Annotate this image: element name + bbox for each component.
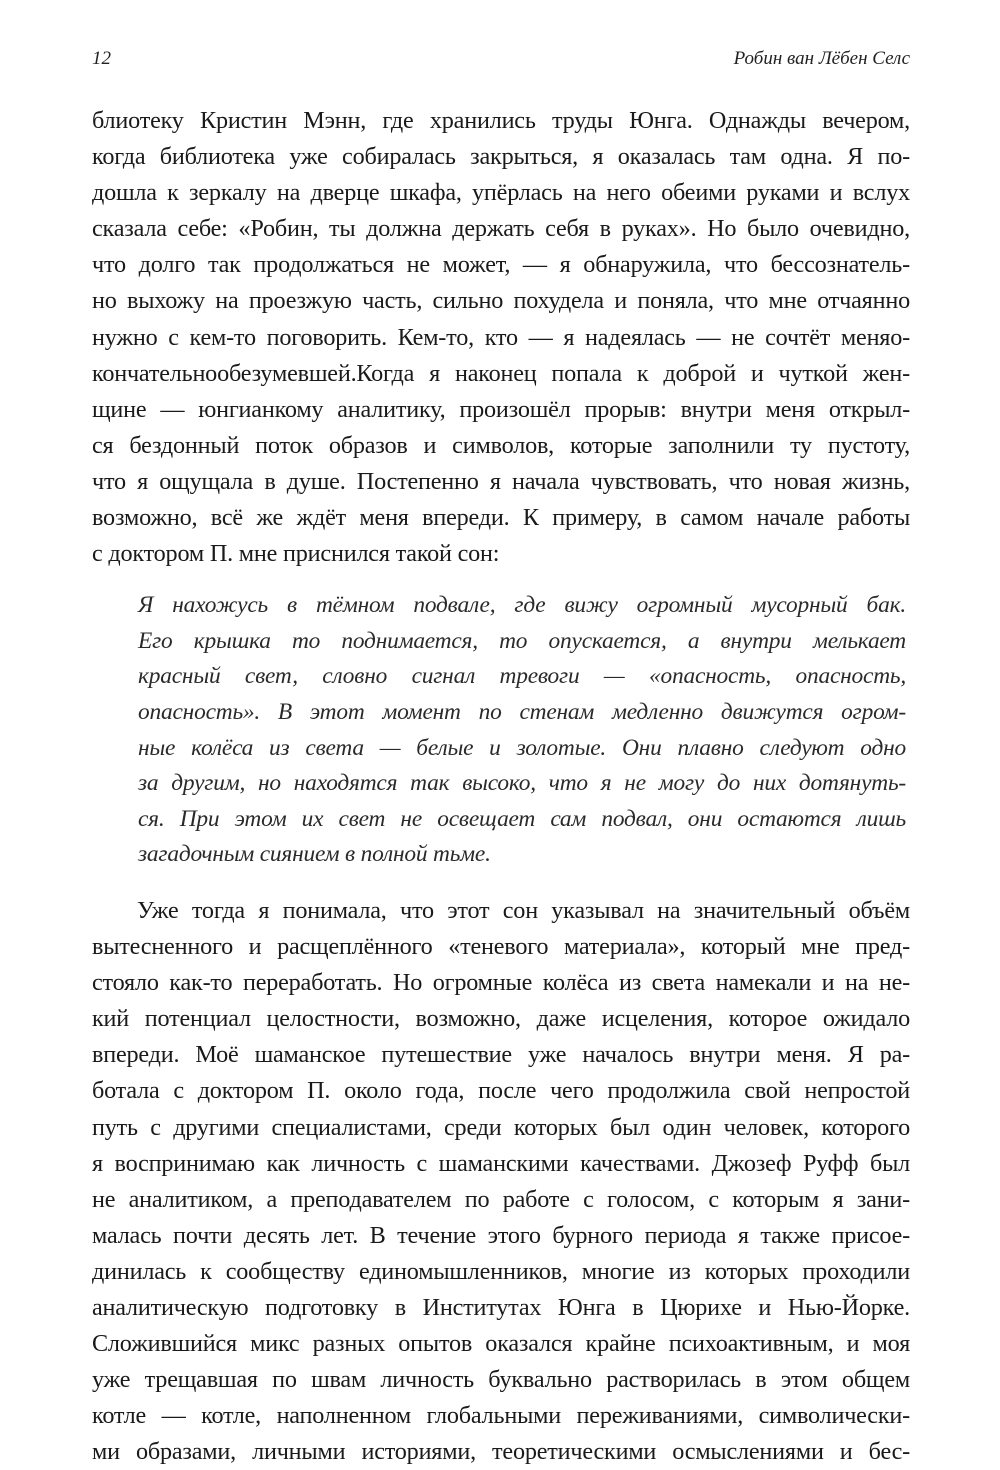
text-line: блиотеку Кристин Мэнн, где хранились труды Юнга. Однажды вечером, [92,107,910,134]
text-line: путь с другими специалистами, среди которых был один человек, которого [92,1113,910,1141]
quote-line: красный свет, словно сигнал тревоги — «опасность, опасность, [138,663,906,690]
text-line: кий потенциал целостности, возможно, даже исцеления, которое ожидало [92,1005,910,1033]
quote-line: ные колёса из света — белые и золотые. Они плавно следуют одно [138,734,906,761]
paragraph-1 [92,103,910,572]
text-line: дошла к зеркалу на дверце шкафа, упёрлась на него обеими руками и вслух [92,179,910,207]
running-head [92,48,910,78]
text-line: Сложившийся микс разных опытов оказался крайне психоактивным, и моя [92,1330,910,1358]
text-line: ми образами, личными историями, теоретическими осмыслениями и бес- [92,1438,910,1466]
text-line: динилась к сообществу единомышленников, многие из которых проходили [92,1257,910,1285]
text-line: кончательнообезумевшей.Когда я наконец попала к доброй и чуткой жен- [92,359,910,387]
text-line: щине — юнгианкому аналитику, произошёл прорыв: внутри меня открыл- [92,395,910,423]
body-text [92,103,910,1470]
text-line: аналитическую подготовку в Институтах Юнга в Цюрихе и Нью-Йорке. [92,1294,910,1321]
paragraph-2 [92,893,910,1470]
text-line: но выхожу на проезжую часть, сильно похудела и поняла, что мне отчаянно [92,287,910,315]
page-number: 12 [92,48,111,69]
dream-quote [138,588,906,873]
text-line: не аналитиком, а преподавателем по работе с голосом, с которым я зани- [92,1185,910,1213]
text-line: ся бездонный поток образов и символов, которые заполнили ту пустоту, [92,431,910,459]
text-line: когда библиотека уже собиралась закрыться, я оказалась там одна. Я по- [92,143,910,171]
text-line: котле — котле, наполненном глобальными переживаниями, символически- [92,1402,910,1430]
text-line: что я ощущала в душе. Постепенно я начала чувствовать, что новая жизнь, [92,467,910,495]
quote-line: Я нахожусь в тёмном подвале, где вижу огромный мусорный бак. [138,592,906,619]
text-line: впереди. Моё шаманское путешествие уже началось внутри меня. Я ра- [92,1041,910,1069]
text-line: с доктором П. мне приснился такой сон: [92,540,500,568]
text-line: возможно, всё же ждёт меня впереди. К примеру, в самом начале работы [92,504,910,532]
text-line: малась почти десять лет. В течение этого бурного периода я также присое- [92,1221,910,1249]
text-line: нужно с кем-то поговорить. Кем-то, кто — я надеялась — не сочтёт меняо- [92,323,910,351]
text-line: вытесненного и расщеплённого «теневого материала», который мне пред- [92,933,910,961]
text-line: сказала себе: «Робин, ты должна держать себя в руках». Но было очевидно, [92,215,910,243]
text-line: Уже тогда я понимала, что этот сон указывал на значительный объём [137,896,910,924]
text-line: что долго так продолжаться не может, — я обнаружила, что бессознатель- [92,251,910,279]
text-line: я воспринимаю как личность с шаманскими качествами. Джозеф Руфф был [92,1149,910,1177]
text-line: стояло как-то переработать. Но огромные колёса из света намекали и на не- [92,969,910,997]
quote-line: Его крышка то поднимается, то опускается, а внутри мелькает [138,627,906,654]
text-line: ботала с доктором П. около года, после чего продолжила свой непростой [92,1077,910,1105]
quote-line: ся. При этом их свет не освещает сам подвал, они остаются лишь [138,805,906,832]
quote-line: загадочным сиянием в полной тьме. [138,841,491,868]
quote-line: опасность». В этот момент по стенам медленно движутся огром- [138,699,906,725]
text-line: уже трещавшая по швам личность буквально растворилась в этом общем [92,1366,910,1394]
running-title: Робин ван Лёбен Селс [733,48,910,69]
quote-line: за другим, но находятся так высоко, что я не могу до них дотянуть- [138,770,906,797]
